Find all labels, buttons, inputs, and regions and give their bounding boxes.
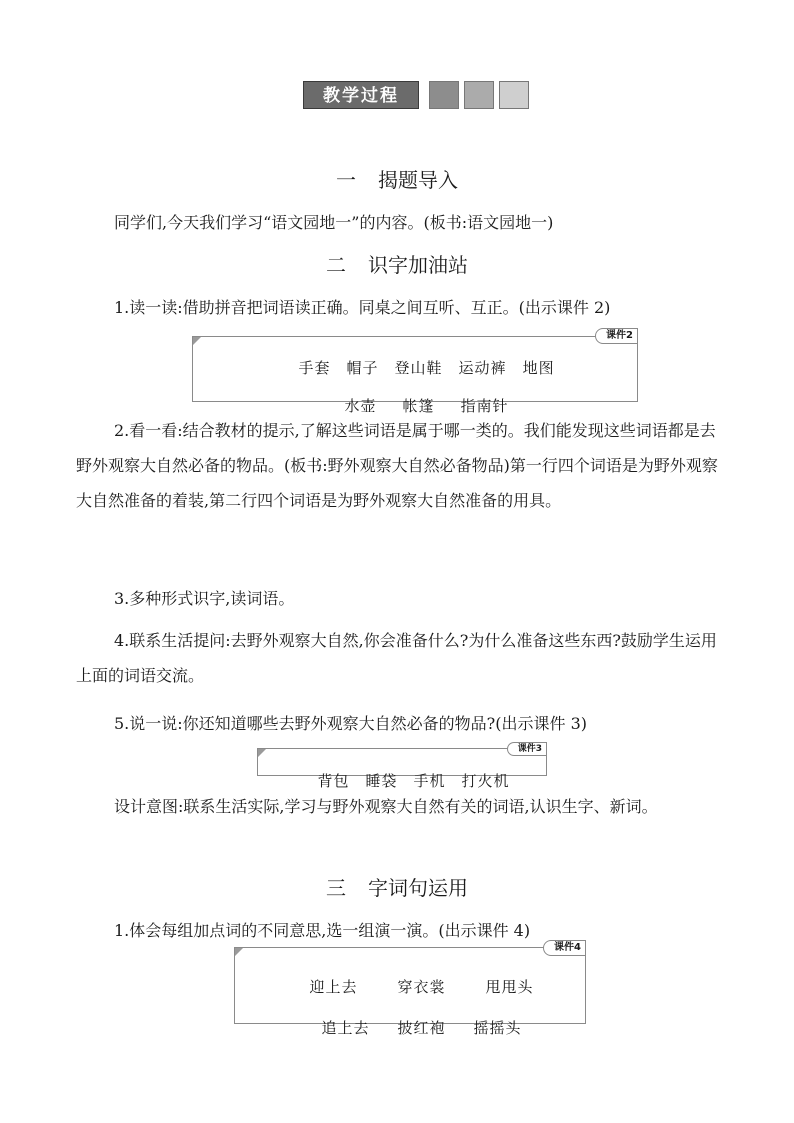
word-row bbox=[235, 999, 585, 1056]
word: 打火机 bbox=[461, 772, 510, 790]
section-title: 字词句运用 bbox=[368, 876, 468, 900]
courseware-box-4 bbox=[234, 942, 586, 1037]
word: 迎上去 bbox=[309, 978, 358, 996]
paragraph-multi: 3.多种形式识字,读词语。 bbox=[114, 589, 295, 608]
section-title: 揭题导入 bbox=[378, 168, 458, 192]
banner-square-dark bbox=[429, 81, 459, 109]
section-heading-2 bbox=[0, 251, 794, 279]
word: 甩甩头 bbox=[485, 978, 534, 996]
word: 追上去 bbox=[321, 1019, 370, 1037]
word: 帐篷 bbox=[402, 397, 435, 415]
banner-square-mid bbox=[464, 81, 494, 109]
paragraph-look: 2.看一看:结合教材的提示,了解这些词语是属于哪一类的。我们能发现这些词语都是去野外观察大自然必备的物品。(板书:野外观察大自然必备物品)第一行四个词语是为野外观察大自然准备的着装,第二行四个词语是为野外观察大自然准备的用具。 bbox=[76, 421, 718, 510]
word: 水壶 bbox=[344, 397, 377, 415]
section-banner-title: 教学过程 bbox=[303, 81, 419, 109]
word: 手机 bbox=[413, 772, 446, 790]
courseware-tag: 课件2 bbox=[595, 328, 638, 344]
word: 摇摇头 bbox=[473, 1019, 522, 1037]
word: 地图 bbox=[522, 359, 555, 377]
word: 运动裤 bbox=[458, 359, 507, 377]
paragraph-design-intent: 设计意图:联系生活实际,学习与野外观察大自然有关的词语,认识生字、新词。 bbox=[114, 797, 658, 816]
section-heading-1 bbox=[0, 166, 794, 194]
section-number: 一 bbox=[336, 168, 356, 192]
word: 披红袍 bbox=[397, 1019, 446, 1037]
section-number: 三 bbox=[326, 876, 346, 900]
courseware-box-3 bbox=[257, 744, 547, 790]
word: 登山鞋 bbox=[394, 359, 443, 377]
paragraph-act: 1.体会每组加点词的不同意思,选一组演一演。(出示课件 4) bbox=[114, 921, 531, 940]
courseware-tag: 课件4 bbox=[543, 940, 586, 956]
word: 帽子 bbox=[346, 359, 379, 377]
banner-square-light bbox=[499, 81, 529, 109]
word: 背包 bbox=[317, 772, 350, 790]
paragraph-intro: 同学们,今天我们学习“语文园地一”的内容。(板书:语文园地一) bbox=[114, 213, 554, 232]
paragraph-say: 5.说一说:你还知道哪些去野外观察大自然必备的物品?(出示课件 3) bbox=[114, 714, 587, 733]
courseware-tag: 课件3 bbox=[507, 742, 547, 756]
section-title: 识字加油站 bbox=[368, 253, 468, 277]
word: 指南针 bbox=[460, 397, 509, 415]
word: 手套 bbox=[298, 359, 331, 377]
section-heading-3 bbox=[0, 874, 794, 902]
word: 睡袋 bbox=[365, 772, 398, 790]
section-number: 二 bbox=[326, 253, 346, 277]
paragraph-ask: 4.联系生活提问:去野外观察大自然,你会准备什么?为什么准备这些东西?鼓励学生运用上面的词语交流。 bbox=[76, 631, 717, 685]
word: 穿衣裳 bbox=[397, 978, 446, 996]
paragraph-read: 1.读一读:借助拼音把词语读正确。同桌之间互听、互正。(出示课件 2) bbox=[114, 298, 611, 317]
courseware-box-2 bbox=[192, 330, 638, 415]
